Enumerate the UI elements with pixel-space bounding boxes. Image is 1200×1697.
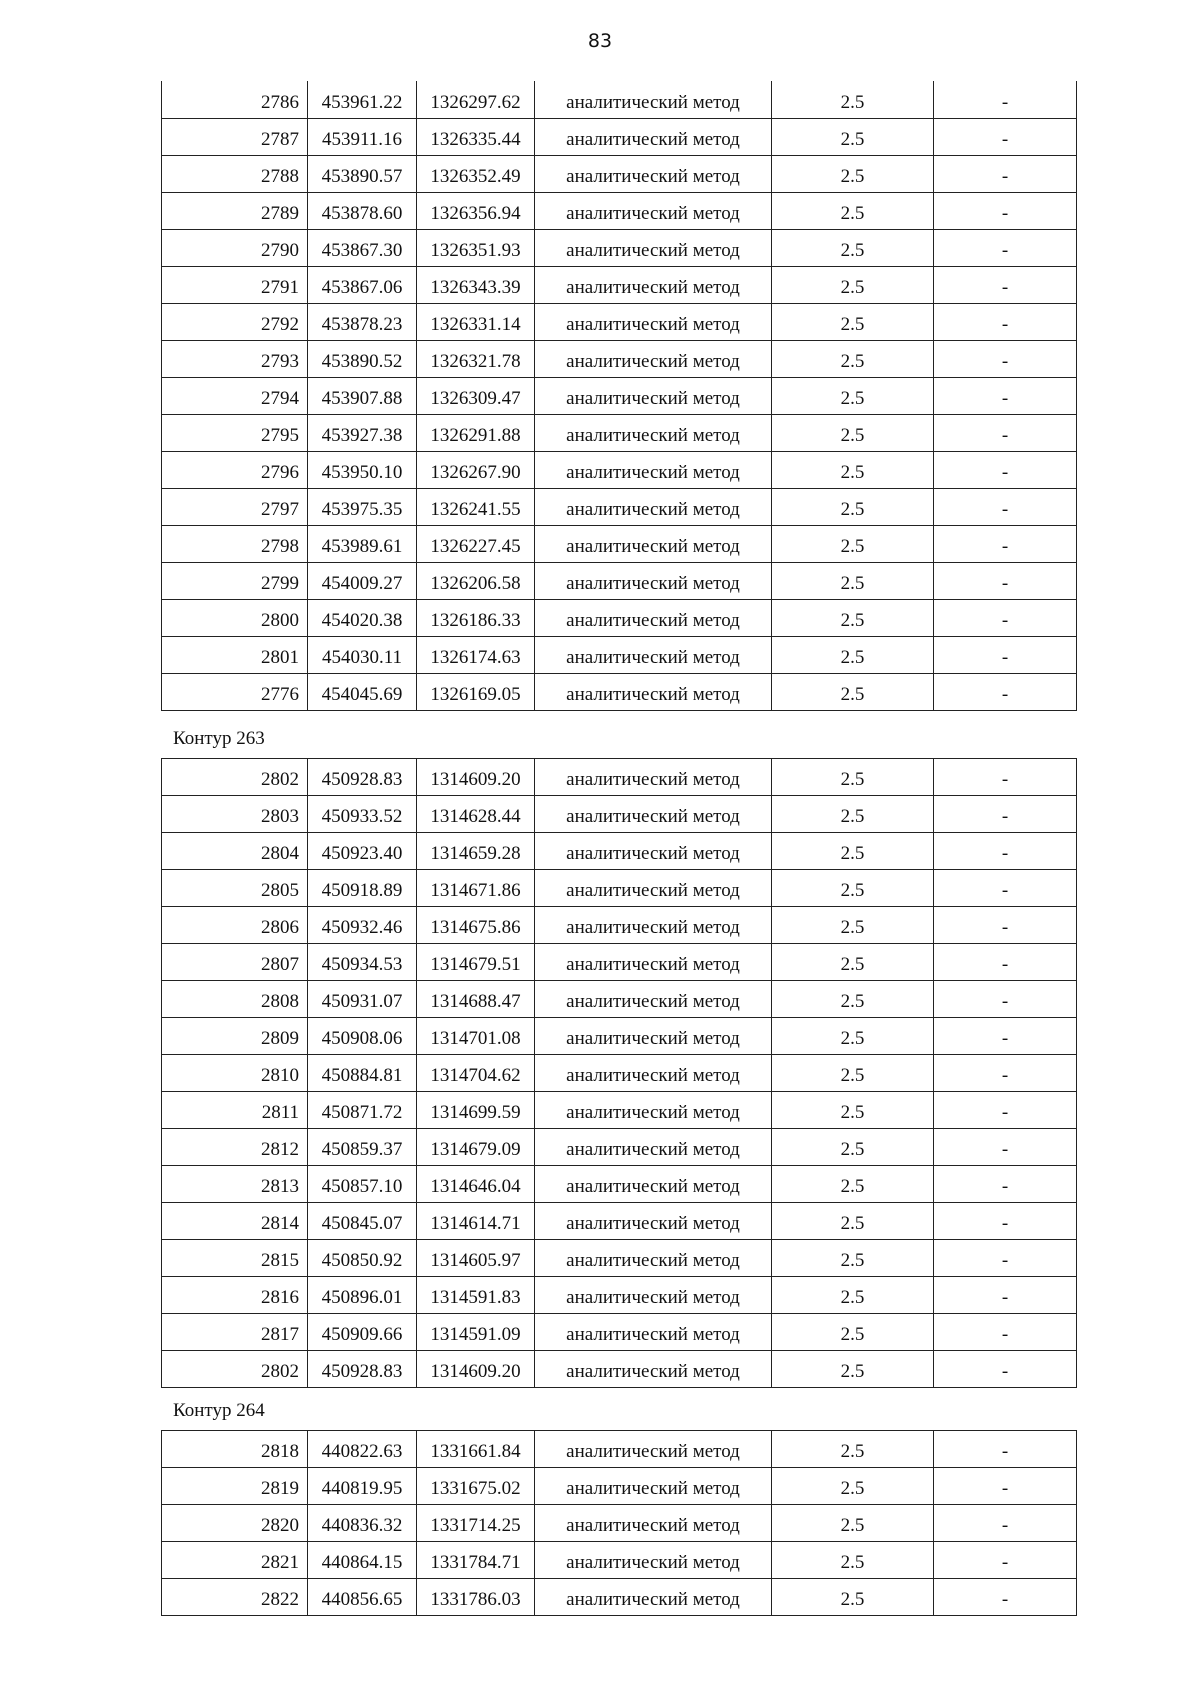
x-coordinate-cell: 450896.01 — [308, 1277, 417, 1314]
y-coordinate-cell: 1331675.02 — [417, 1468, 535, 1505]
y-coordinate-cell: 1326331.14 — [417, 303, 535, 340]
point-number-cell: 2822 — [162, 1579, 308, 1616]
x-coordinate-cell: 450884.81 — [308, 1055, 417, 1092]
point-number-cell: 2803 — [162, 796, 308, 833]
method-cell: аналитический метод — [535, 1351, 772, 1388]
method-cell: аналитический метод — [535, 1018, 772, 1055]
y-coordinate-cell: 1314605.97 — [417, 1240, 535, 1277]
coordinates-table — [161, 1430, 1077, 1616]
accuracy-cell: 2.5 — [772, 1277, 934, 1314]
method-cell: аналитический метод — [535, 266, 772, 303]
accuracy-cell: 2.5 — [772, 340, 934, 377]
table-row — [162, 414, 1077, 451]
table-row — [162, 229, 1077, 266]
table-row — [162, 1277, 1077, 1314]
method-cell: аналитический метод — [535, 1314, 772, 1351]
accuracy-cell: 2.5 — [772, 1055, 934, 1092]
method-cell: аналитический метод — [535, 525, 772, 562]
y-coordinate-cell: 1326206.58 — [417, 562, 535, 599]
point-number-cell: 2814 — [162, 1203, 308, 1240]
extra-cell: - — [934, 1129, 1077, 1166]
point-number-cell: 2776 — [162, 673, 308, 710]
y-coordinate-cell: 1314701.08 — [417, 1018, 535, 1055]
table-row — [162, 266, 1077, 303]
method-cell: аналитический метод — [535, 192, 772, 229]
x-coordinate-cell: 450850.92 — [308, 1240, 417, 1277]
extra-cell: - — [934, 833, 1077, 870]
x-coordinate-cell: 453927.38 — [308, 414, 417, 451]
y-coordinate-cell: 1314699.59 — [417, 1092, 535, 1129]
y-coordinate-cell: 1326309.47 — [417, 377, 535, 414]
coordinates-table — [161, 81, 1077, 711]
accuracy-cell: 2.5 — [772, 266, 934, 303]
x-coordinate-cell: 450933.52 — [308, 796, 417, 833]
accuracy-cell: 2.5 — [772, 192, 934, 229]
table-row — [162, 833, 1077, 870]
point-number-cell: 2790 — [162, 229, 308, 266]
extra-cell: - — [934, 1542, 1077, 1579]
point-number-cell: 2812 — [162, 1129, 308, 1166]
table-row — [162, 796, 1077, 833]
point-number-cell: 2810 — [162, 1055, 308, 1092]
point-number-cell: 2815 — [162, 1240, 308, 1277]
extra-cell: - — [934, 944, 1077, 981]
method-cell: аналитический метод — [535, 636, 772, 673]
x-coordinate-cell: 450857.10 — [308, 1166, 417, 1203]
x-coordinate-cell: 453989.61 — [308, 525, 417, 562]
x-coordinate-cell: 453867.30 — [308, 229, 417, 266]
x-coordinate-cell: 450918.89 — [308, 870, 417, 907]
contour-263-block — [161, 720, 1076, 1388]
table-row — [162, 1431, 1077, 1468]
y-coordinate-cell: 1326174.63 — [417, 636, 535, 673]
method-cell: аналитический метод — [535, 833, 772, 870]
accuracy-cell: 2.5 — [772, 303, 934, 340]
point-number-cell: 2797 — [162, 488, 308, 525]
point-number-cell: 2788 — [162, 155, 308, 192]
coordinates-table-continued — [161, 81, 1076, 711]
x-coordinate-cell: 453878.23 — [308, 303, 417, 340]
table-row — [162, 1505, 1077, 1542]
accuracy-cell: 2.5 — [772, 1579, 934, 1616]
extra-cell: - — [934, 1092, 1077, 1129]
accuracy-cell: 2.5 — [772, 759, 934, 796]
extra-cell: - — [934, 340, 1077, 377]
y-coordinate-cell: 1326169.05 — [417, 673, 535, 710]
point-number-cell: 2818 — [162, 1431, 308, 1468]
point-number-cell: 2787 — [162, 118, 308, 155]
extra-cell: - — [934, 1240, 1077, 1277]
y-coordinate-cell: 1326297.62 — [417, 81, 535, 118]
extra-cell: - — [934, 1055, 1077, 1092]
extra-cell: - — [934, 796, 1077, 833]
x-coordinate-cell: 450928.83 — [308, 1351, 417, 1388]
method-cell: аналитический метод — [535, 81, 772, 118]
point-number-cell: 2808 — [162, 981, 308, 1018]
method-cell: аналитический метод — [535, 229, 772, 266]
extra-cell: - — [934, 1351, 1077, 1388]
accuracy-cell: 2.5 — [772, 1468, 934, 1505]
table-row — [162, 303, 1077, 340]
accuracy-cell: 2.5 — [772, 907, 934, 944]
table-row — [162, 340, 1077, 377]
x-coordinate-cell: 450871.72 — [308, 1092, 417, 1129]
point-number-cell: 2796 — [162, 451, 308, 488]
accuracy-cell: 2.5 — [772, 229, 934, 266]
extra-cell: - — [934, 673, 1077, 710]
table-row — [162, 1542, 1077, 1579]
point-number-cell: 2813 — [162, 1166, 308, 1203]
point-number-cell: 2795 — [162, 414, 308, 451]
table-row — [162, 673, 1077, 710]
method-cell: аналитический метод — [535, 303, 772, 340]
table-row — [162, 1314, 1077, 1351]
x-coordinate-cell: 450923.40 — [308, 833, 417, 870]
accuracy-cell: 2.5 — [772, 1431, 934, 1468]
point-number-cell: 2794 — [162, 377, 308, 414]
extra-cell: - — [934, 155, 1077, 192]
table-row — [162, 1579, 1077, 1616]
accuracy-cell: 2.5 — [772, 1314, 934, 1351]
y-coordinate-cell: 1314591.83 — [417, 1277, 535, 1314]
extra-cell: - — [934, 229, 1077, 266]
extra-cell: - — [934, 1431, 1077, 1468]
point-number-cell: 2802 — [162, 1351, 308, 1388]
y-coordinate-cell: 1326352.49 — [417, 155, 535, 192]
y-coordinate-cell: 1314675.86 — [417, 907, 535, 944]
y-coordinate-cell: 1314679.09 — [417, 1129, 535, 1166]
method-cell: аналитический метод — [535, 907, 772, 944]
y-coordinate-cell: 1326356.94 — [417, 192, 535, 229]
method-cell: аналитический метод — [535, 1277, 772, 1314]
accuracy-cell: 2.5 — [772, 981, 934, 1018]
table-row — [162, 1129, 1077, 1166]
y-coordinate-cell: 1314646.04 — [417, 1166, 535, 1203]
method-cell: аналитический метод — [535, 562, 772, 599]
method-cell: аналитический метод — [535, 155, 772, 192]
y-coordinate-cell: 1314614.71 — [417, 1203, 535, 1240]
extra-cell: - — [934, 1579, 1077, 1616]
accuracy-cell: 2.5 — [772, 377, 934, 414]
accuracy-cell: 2.5 — [772, 1129, 934, 1166]
extra-cell: - — [934, 981, 1077, 1018]
point-number-cell: 2786 — [162, 81, 308, 118]
extra-cell: - — [934, 525, 1077, 562]
accuracy-cell: 2.5 — [772, 1542, 934, 1579]
x-coordinate-cell: 453961.22 — [308, 81, 417, 118]
x-coordinate-cell: 453907.88 — [308, 377, 417, 414]
x-coordinate-cell: 454045.69 — [308, 673, 417, 710]
extra-cell: - — [934, 599, 1077, 636]
table-row — [162, 377, 1077, 414]
y-coordinate-cell: 1326335.44 — [417, 118, 535, 155]
x-coordinate-cell: 450908.06 — [308, 1018, 417, 1055]
table-row — [162, 192, 1077, 229]
y-coordinate-cell: 1331786.03 — [417, 1579, 535, 1616]
y-coordinate-cell: 1331714.25 — [417, 1505, 535, 1542]
y-coordinate-cell: 1326241.55 — [417, 488, 535, 525]
x-coordinate-cell: 440836.32 — [308, 1505, 417, 1542]
y-coordinate-cell: 1314659.28 — [417, 833, 535, 870]
extra-cell: - — [934, 1468, 1077, 1505]
x-coordinate-cell: 453950.10 — [308, 451, 417, 488]
point-number-cell: 2819 — [162, 1468, 308, 1505]
table-row — [162, 118, 1077, 155]
accuracy-cell: 2.5 — [772, 673, 934, 710]
contour-264-block — [161, 1392, 1076, 1616]
x-coordinate-cell: 453867.06 — [308, 266, 417, 303]
method-cell: аналитический метод — [535, 796, 772, 833]
x-coordinate-cell: 454020.38 — [308, 599, 417, 636]
method-cell: аналитический метод — [535, 1431, 772, 1468]
table-row — [162, 1055, 1077, 1092]
method-cell: аналитический метод — [535, 1166, 772, 1203]
method-cell: аналитический метод — [535, 488, 772, 525]
point-number-cell: 2821 — [162, 1542, 308, 1579]
method-cell: аналитический метод — [535, 1129, 772, 1166]
table-row — [162, 1351, 1077, 1388]
table-row — [162, 1468, 1077, 1505]
table-row — [162, 525, 1077, 562]
point-number-cell: 2820 — [162, 1505, 308, 1542]
x-coordinate-cell: 450934.53 — [308, 944, 417, 981]
extra-cell: - — [934, 1018, 1077, 1055]
y-coordinate-cell: 1314704.62 — [417, 1055, 535, 1092]
extra-cell: - — [934, 192, 1077, 229]
extra-cell: - — [934, 1277, 1077, 1314]
point-number-cell: 2793 — [162, 340, 308, 377]
extra-cell: - — [934, 451, 1077, 488]
point-number-cell: 2809 — [162, 1018, 308, 1055]
accuracy-cell: 2.5 — [772, 118, 934, 155]
point-number-cell: 2791 — [162, 266, 308, 303]
point-number-cell: 2817 — [162, 1314, 308, 1351]
method-cell: аналитический метод — [535, 599, 772, 636]
method-cell: аналитический метод — [535, 1055, 772, 1092]
method-cell: аналитический метод — [535, 759, 772, 796]
extra-cell: - — [934, 414, 1077, 451]
table-row — [162, 636, 1077, 673]
x-coordinate-cell: 453890.52 — [308, 340, 417, 377]
extra-cell: - — [934, 1505, 1077, 1542]
accuracy-cell: 2.5 — [772, 1092, 934, 1129]
x-coordinate-cell: 454009.27 — [308, 562, 417, 599]
extra-cell: - — [934, 488, 1077, 525]
accuracy-cell: 2.5 — [772, 155, 934, 192]
accuracy-cell: 2.5 — [772, 488, 934, 525]
point-number-cell: 2816 — [162, 1277, 308, 1314]
y-coordinate-cell: 1326291.88 — [417, 414, 535, 451]
extra-cell: - — [934, 81, 1077, 118]
y-coordinate-cell: 1326267.90 — [417, 451, 535, 488]
accuracy-cell: 2.5 — [772, 796, 934, 833]
y-coordinate-cell: 1314609.20 — [417, 1351, 535, 1388]
y-coordinate-cell: 1331784.71 — [417, 1542, 535, 1579]
method-cell: аналитический метод — [535, 1240, 772, 1277]
accuracy-cell: 2.5 — [772, 414, 934, 451]
extra-cell: - — [934, 907, 1077, 944]
point-number-cell: 2807 — [162, 944, 308, 981]
point-number-cell: 2805 — [162, 870, 308, 907]
table-row — [162, 759, 1077, 796]
x-coordinate-cell: 440819.95 — [308, 1468, 417, 1505]
x-coordinate-cell: 453911.16 — [308, 118, 417, 155]
accuracy-cell: 2.5 — [772, 81, 934, 118]
accuracy-cell: 2.5 — [772, 944, 934, 981]
table-row — [162, 1240, 1077, 1277]
method-cell: аналитический метод — [535, 944, 772, 981]
method-cell: аналитический метод — [535, 1092, 772, 1129]
y-coordinate-cell: 1314688.47 — [417, 981, 535, 1018]
method-cell: аналитический метод — [535, 1468, 772, 1505]
method-cell: аналитический метод — [535, 673, 772, 710]
table-row — [162, 599, 1077, 636]
extra-cell: - — [934, 377, 1077, 414]
method-cell: аналитический метод — [535, 1203, 772, 1240]
table-row — [162, 1203, 1077, 1240]
coordinates-table — [161, 758, 1077, 1388]
y-coordinate-cell: 1314671.86 — [417, 870, 535, 907]
x-coordinate-cell: 440856.65 — [308, 1579, 417, 1616]
y-coordinate-cell: 1314591.09 — [417, 1314, 535, 1351]
method-cell: аналитический метод — [535, 414, 772, 451]
extra-cell: - — [934, 562, 1077, 599]
table-row — [162, 981, 1077, 1018]
table-row — [162, 907, 1077, 944]
extra-cell: - — [934, 759, 1077, 796]
accuracy-cell: 2.5 — [772, 636, 934, 673]
method-cell: аналитический метод — [535, 451, 772, 488]
extra-cell: - — [934, 1314, 1077, 1351]
y-coordinate-cell: 1331661.84 — [417, 1431, 535, 1468]
accuracy-cell: 2.5 — [772, 1351, 934, 1388]
method-cell: аналитический метод — [535, 340, 772, 377]
table-row — [162, 562, 1077, 599]
y-coordinate-cell: 1314679.51 — [417, 944, 535, 981]
contour-label: Контур 264 — [173, 1400, 265, 1421]
point-number-cell: 2806 — [162, 907, 308, 944]
accuracy-cell: 2.5 — [772, 833, 934, 870]
accuracy-cell: 2.5 — [772, 599, 934, 636]
accuracy-cell: 2.5 — [772, 1505, 934, 1542]
accuracy-cell: 2.5 — [772, 1018, 934, 1055]
x-coordinate-cell: 440864.15 — [308, 1542, 417, 1579]
accuracy-cell: 2.5 — [772, 525, 934, 562]
table-row — [162, 1092, 1077, 1129]
accuracy-cell: 2.5 — [772, 1203, 934, 1240]
table-row — [162, 81, 1077, 118]
y-coordinate-cell: 1326321.78 — [417, 340, 535, 377]
method-cell: аналитический метод — [535, 1505, 772, 1542]
y-coordinate-cell: 1326351.93 — [417, 229, 535, 266]
accuracy-cell: 2.5 — [772, 451, 934, 488]
method-cell: аналитический метод — [535, 1579, 772, 1616]
x-coordinate-cell: 453975.35 — [308, 488, 417, 525]
y-coordinate-cell: 1314609.20 — [417, 759, 535, 796]
method-cell: аналитический метод — [535, 870, 772, 907]
table-row — [162, 870, 1077, 907]
x-coordinate-cell: 450859.37 — [308, 1129, 417, 1166]
extra-cell: - — [934, 303, 1077, 340]
x-coordinate-cell: 450928.83 — [308, 759, 417, 796]
y-coordinate-cell: 1326343.39 — [417, 266, 535, 303]
point-number-cell: 2804 — [162, 833, 308, 870]
table-row — [162, 1018, 1077, 1055]
x-coordinate-cell: 440822.63 — [308, 1431, 417, 1468]
table-row — [162, 488, 1077, 525]
point-number-cell: 2800 — [162, 599, 308, 636]
extra-cell: - — [934, 1166, 1077, 1203]
table-row — [162, 944, 1077, 981]
point-number-cell: 2799 — [162, 562, 308, 599]
extra-cell: - — [934, 870, 1077, 907]
extra-cell: - — [934, 636, 1077, 673]
table-row — [162, 155, 1077, 192]
method-cell: аналитический метод — [535, 118, 772, 155]
x-coordinate-cell: 453878.60 — [308, 192, 417, 229]
extra-cell: - — [934, 1203, 1077, 1240]
extra-cell: - — [934, 266, 1077, 303]
point-number-cell: 2798 — [162, 525, 308, 562]
x-coordinate-cell: 453890.57 — [308, 155, 417, 192]
table-row — [162, 451, 1077, 488]
method-cell: аналитический метод — [535, 981, 772, 1018]
y-coordinate-cell: 1314628.44 — [417, 796, 535, 833]
accuracy-cell: 2.5 — [772, 1166, 934, 1203]
extra-cell: - — [934, 118, 1077, 155]
table-row — [162, 1166, 1077, 1203]
page-number: 83 — [587, 30, 613, 52]
point-number-cell: 2789 — [162, 192, 308, 229]
point-number-cell: 2811 — [162, 1092, 308, 1129]
x-coordinate-cell: 450932.46 — [308, 907, 417, 944]
point-number-cell: 2802 — [162, 759, 308, 796]
x-coordinate-cell: 450931.07 — [308, 981, 417, 1018]
method-cell: аналитический метод — [535, 377, 772, 414]
contour-label: Контур 263 — [173, 728, 265, 749]
point-number-cell: 2792 — [162, 303, 308, 340]
accuracy-cell: 2.5 — [772, 562, 934, 599]
accuracy-cell: 2.5 — [772, 1240, 934, 1277]
x-coordinate-cell: 450845.07 — [308, 1203, 417, 1240]
method-cell: аналитический метод — [535, 1542, 772, 1579]
accuracy-cell: 2.5 — [772, 870, 934, 907]
point-number-cell: 2801 — [162, 636, 308, 673]
x-coordinate-cell: 450909.66 — [308, 1314, 417, 1351]
y-coordinate-cell: 1326186.33 — [417, 599, 535, 636]
x-coordinate-cell: 454030.11 — [308, 636, 417, 673]
y-coordinate-cell: 1326227.45 — [417, 525, 535, 562]
